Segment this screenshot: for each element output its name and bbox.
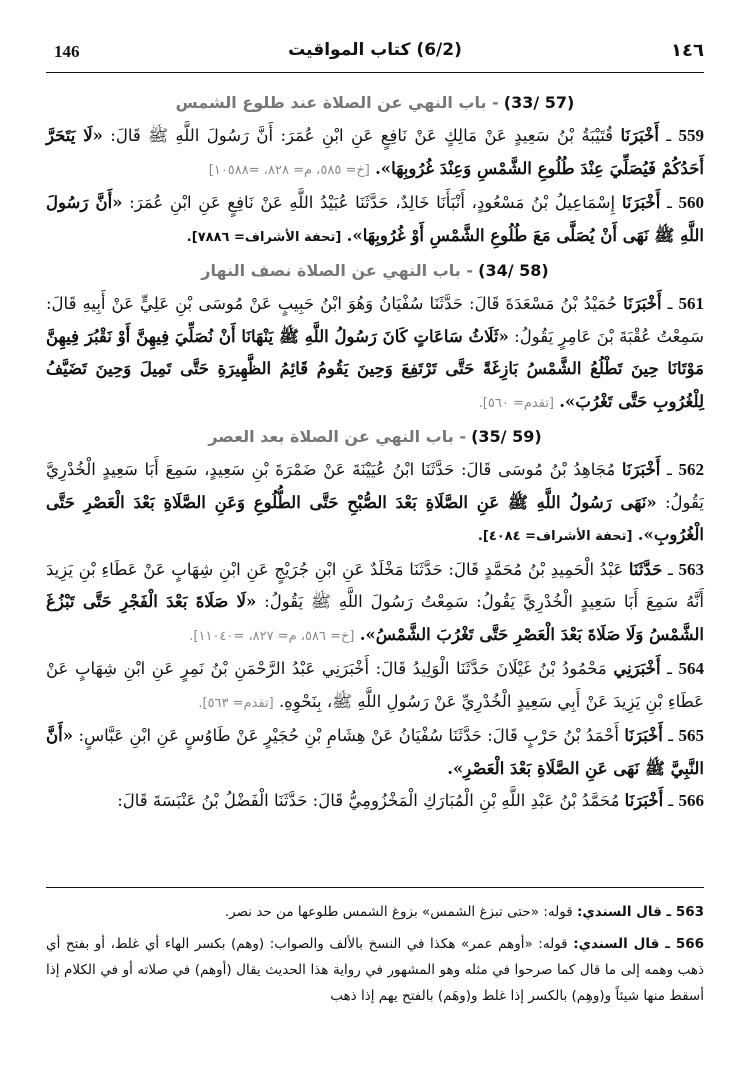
hadith-reference: [تحفة الأشراف= ٧٨٨٦]. [186, 229, 342, 245]
footnote-text: قوله: «حتى تبزغ الشمس» بزوغ الشمس طلوعها من حد نصر. [224, 904, 573, 920]
footnote-head: 566 ـ قال السندي: [573, 936, 704, 952]
page-number-latin: 146 [54, 42, 80, 61]
footnotes [46, 899, 704, 1015]
hadith: 566 ـ أَخْبَرَنَا مُحَمَّدُ بْنُ عَبْدِ اللَّهِ بْنِ الْمُبَارَكِ الْمَخْزُومِيُّ قَالَ: حَدَّثَنَا الْفَضْلُ بْنُ عَنْبَسَةَ قَالَ: [117, 791, 704, 810]
chapter-heading [46, 420, 704, 454]
hadith-number: 564 [678, 659, 704, 678]
hadith-opening: أَخْبَرَنِي [613, 659, 661, 678]
chapter-number: (58 /34) [478, 261, 549, 280]
hadith-opening: أَخْبَرَنَا [624, 726, 663, 745]
hadith-opening: أَخْبَرَنَا [624, 791, 664, 810]
hadith-matn: «لَا صَلَاةَ بَعْدَ الْفَجْرِ حَتَّى تَبْزُغَ الشَّمْسُ وَلَا صَلَاةَ بَعْدَ الْعَصْرِ حَتَّى تَغْرُبَ الشَّمْسُ». [46, 592, 704, 644]
hadith-chain: أَحْمَدُ بْنُ حَرْبٍ قَالَ: حَدَّثَنَا سُفْيَانُ عَنْ هِشَامِ بْنِ حُجَيْرٍ عَنْ طَاوُسٍ عَنِ ابْنِ عَبَّاسٍ: [78, 726, 619, 745]
hadith-opening: أَخْبَرَنَا [621, 193, 661, 212]
hadith-chain: مُجَاهِدُ بْنُ مُوسَى قَالَ: حَدَّثَنَا ابْنُ عُيَيْنَةَ عَنْ ضَمْرَةَ بْنِ سَعِيدٍ، سَمِعَ أَبَا سَعِيدٍ الْخُدْرِيَّ يَقُولُ: [46, 460, 704, 512]
hadith-opening: أَخْبَرَنَا [620, 126, 659, 145]
hadith-chain: مُحَمَّدُ بْنُ عَبْدِ اللَّهِ بْنِ الْمُبَارَكِ الْمَخْزُومِيُّ قَالَ: حَدَّثَنَا الْفَضْلُ بْنُ عَنْبَسَةَ قَالَ: [117, 791, 620, 810]
hadith-number: 559 [678, 126, 705, 145]
hadith-opening: أَخْبَرَنَا [621, 460, 661, 479]
footnote [46, 899, 704, 925]
footnote-text: قوله: «أوهم عمر» هكذا في النسخ بالألف والصواب: (وهم) بكسر الهاء أي غلط، أو بفتح أي ذهب وهمه إلى ما قال كما صرحوا في مثله وهو المشهور في رواية هذا الحديث يقال (أوهم) في صلاته أو في الكلام إذا أسقط منها شيئاً و(وهِم) بالكسر إذا غلط و(وهَم) بالفتح يهم إذا ذهب [46, 936, 704, 1004]
hadith-chain: مَحْمُودُ بْنُ غَيْلَانَ حَدَّثَنَا الْوَلِيدُ قَالَ: أَخْبَرَنِي عَبْدُ الرَّحْمَنِ بْنُ نَمِرٍ عَنِ ابْنِ شِهَابٍ عَنْ عَطَاءِ بْنِ يَزِيدَ عَنْ أَبِي سَعِيدٍ الْخُدْرِيِّ عَنْ رَسُولِ اللَّهِ ﷺ، بِنَحْوِهِ. [46, 659, 704, 711]
hadith-matn: «لَا يَتَحَرَّ أَحَدُكُمْ فَيُصَلِّيَ عِنْدَ طُلُوعِ الشَّمْسِ وَعِنْدَ غُرُوبِهَا». [46, 126, 704, 178]
chapter-number: (59 /35) [471, 427, 542, 446]
hadith-number: 565 [678, 726, 705, 745]
page-header [46, 38, 704, 68]
hadith-chain: إِسْمَاعِيلُ بْنُ مَسْعُودٍ، أَنْبَأَنَا خَالِدٌ، حَدَّثَنَا عُبَيْدُ اللَّهِ عَنْ نَافِعٍ عَنِ ابْنِ عُمَرَ: [129, 193, 616, 212]
hadith-chain: عَبْدُ الْحَمِيدِ بْنُ مُحَمَّدٍ قَالَ: حَدَّثَنَا مَخْلَدٌ عَنِ ابْنِ جُرَيْجٍ عَنِ ابْنِ شِهَابٍ عَنْ عَطَاءِ بْنِ يَزِيدَ أَنَّهُ سَمِعَ أَبَا سَعِيدٍ الْخُدْرِيَّ يَقُولُ: سَمِعْتُ رَسُولَ اللَّهِ ﷺ يَقُولُ: [46, 559, 704, 611]
hadith-reference: [خ= ٥٨٦، م= ٨٢٧، =١١٠٤٠]. [189, 628, 355, 644]
hadith-number: 563 [678, 559, 704, 579]
footnote-head: 563 ـ قال السندي: [576, 904, 704, 920]
hadith: 562 ـ أَخْبَرَنَا مُجَاهِدُ بْنُ مُوسَى قَالَ: حَدَّثَنَا ابْنُ عُيَيْنَةَ عَنْ ضَمْرَةَ بْنِ سَعِيدٍ، سَمِعَ أَبَا سَعِيدٍ الْخُدْرِيَّ يَقُولُ: «نَهَى رَسُولُ اللَّهِ ﷺ عَنِ الصَّلَاةِ بَعْدَ الصُّبْحِ حَتَّى الطُّلُوعِ وَعَنِ الصَّلَاةِ بَعْدَ الْعَصْرِ حَتَّى الْغُرُوبِ». [تحفة الأشراف= ٤٠٨٤]. [46, 460, 705, 544]
page-title: (6/2) كتاب المواقيت [288, 40, 462, 60]
chapter-heading [46, 86, 704, 120]
chapter-title: - باب النهي عن الصلاة نصف النهار [201, 261, 474, 280]
hadith-number: 562 [678, 460, 705, 479]
page-number-arabic: ١٤٦ [671, 40, 704, 61]
hadith-reference: [خ= ٥٨٥، م= ٨٢٨، =١٠٥٨٨] [208, 162, 370, 178]
hadith: 565 ـ أَخْبَرَنَا أَحْمَدُ بْنُ حَرْبٍ قَالَ: حَدَّثَنَا سُفْيَانُ عَنْ هِشَامِ بْنِ حُجَيْرٍ عَنْ طَاوُسٍ عَنِ ابْنِ عَبَّاسٍ: «أَنَّ النَّبِيَّ ﷺ نَهَى عَنِ الصَّلَاةِ بَعْدَ الْعَصْرِ». [46, 726, 705, 778]
chapter-number: (57 /33) [503, 93, 575, 112]
hadith-chain: قُتَيْبَةُ بْنُ سَعِيدٍ عَنْ مَالِكٍ عَنْ نَافِعٍ عَنِ ابْنِ عُمَرَ: أَنَّ رَسُولَ اللَّهِ ﷺ قَالَ: [110, 126, 614, 145]
main-text [46, 86, 704, 818]
hadith-reference: [تقدم= ٥٦٠]. [478, 395, 555, 411]
chapter-heading [46, 254, 704, 288]
hadith: 559 ـ أَخْبَرَنَا قُتَيْبَةُ بْنُ سَعِيدٍ عَنْ مَالِكٍ عَنْ نَافِعٍ عَنِ ابْنِ عُمَرَ: أَنَّ رَسُولَ اللَّهِ ﷺ قَالَ: «لَا يَتَحَرَّ أَحَدُكُمْ فَيُصَلِّيَ عِنْدَ طُلُوعِ الشَّمْسِ وَعِنْدَ غُرُوبِهَا». [خ= ٥٨٥، م= ٨٢٨، =١٠٥٨٨] [46, 126, 705, 178]
hadith-opening: أَخْبَرَنَا [623, 294, 662, 313]
footnote-rule [46, 887, 704, 888]
hadith: 563 ـ حَدَّثَنَا عَبْدُ الْحَمِيدِ بْنُ مُحَمَّدٍ قَالَ: حَدَّثَنَا مَخْلَدٌ عَنِ ابْنِ جُرَيْجٍ عَنِ ابْنِ شِهَابٍ عَنْ عَطَاءِ بْنِ يَزِيدَ أَنَّهُ سَمِعَ أَبَا سَعِيدٍ الْخُدْرِيَّ يَقُولُ: سَمِعْتُ رَسُولَ اللَّهِ ﷺ يَقُولُ: «لَا صَلَاةَ بَعْدَ الْفَجْرِ حَتَّى تَبْزُغَ الشَّمْسُ وَلَا صَلَاةَ بَعْدَ الْعَصْرِ حَتَّى تَغْرُبَ الشَّمْسُ». [خ= ٥٨٦، م= ٨٢٧، =١١٠٤٠]. [46, 559, 704, 644]
hadith-opening: حَدَّثَنَا [628, 559, 663, 579]
chapter-title: - باب النهي عن الصلاة عند طلوع الشمس [175, 93, 499, 112]
hadith-matn: «أَنَّ رَسُولَ اللَّهِ ﷺ نَهَى أَنْ يُصَلَّى مَعَ طُلُوعِ الشَّمْسِ أَوْ غُرُوبِهَا». [46, 193, 704, 245]
chapter-title: - باب النهي عن الصلاة بعد العصر [208, 427, 466, 446]
hadith-number: 560 [678, 193, 704, 212]
hadith-reference: [تقدم= ٥٦٣]. [198, 695, 274, 711]
hadith: 561 ـ أَخْبَرَنَا حُمَيْدُ بْنُ مَسْعَدَةَ قَالَ: حَدَّثَنَا سُفْيَانُ وَهُوَ ابْنُ حَبِيبٍ عَنْ مُوسَى بْنِ عَلِيٍّ عَنْ أَبِيهِ قَالَ: سَمِعْتُ عُقْبَةَ بْنَ عَامِرٍ يَقُولُ: «ثَلَاثُ سَاعَاتٍ كَانَ رَسُولُ اللَّهِ ﷺ يَنْهَانَا أَنْ نُصَلِّيَ فِيهِنَّ أَوْ نَقْبُرَ فِيهِنَّ مَوْتَانَا حِينَ تَطْلُعُ الشَّمْسُ بَازِغَةً حَتَّى تَرْتَفِعَ وَحِينَ يَقُومُ قَائِمُ الظَّهِيرَةِ حَتَّى تَمِيلَ وَحِينَ تَضَيَّفُ لِلْغُرُوبِ حَتَّى تَغْرُبَ». [تقدم= ٥٦٠]. [46, 294, 705, 411]
footnote [46, 931, 704, 1009]
hadith-number: 561 [678, 294, 705, 313]
hadith: 564 ـ أَخْبَرَنِي مَحْمُودُ بْنُ غَيْلَانَ حَدَّثَنَا الْوَلِيدُ قَالَ: أَخْبَرَنِي عَبْدُ الرَّحْمَنِ بْنُ نَمِرٍ عَنِ ابْنِ شِهَابٍ عَنْ عَطَاءِ بْنِ يَزِيدَ عَنْ أَبِي سَعِيدٍ الْخُدْرِيِّ عَنْ رَسُولِ اللَّهِ ﷺ، بِنَحْوِهِ. [تقدم= ٥٦٣]. [46, 659, 704, 711]
hadith-matn: «نَهَى رَسُولُ اللَّهِ ﷺ عَنِ الصَّلَاةِ بَعْدَ الصُّبْحِ حَتَّى الطُّلُوعِ وَعَنِ الصَّلَاةِ بَعْدَ الْعَصْرِ حَتَّى الْغُرُوبِ». [46, 492, 704, 544]
hadith: 560 ـ أَخْبَرَنَا إِسْمَاعِيلُ بْنُ مَسْعُودٍ، أَنْبَأَنَا خَالِدٌ، حَدَّثَنَا عُبَيْدُ اللَّهِ عَنْ نَافِعٍ عَنِ ابْنِ عُمَرَ: «أَنَّ رَسُولَ اللَّهِ ﷺ نَهَى أَنْ يُصَلَّى مَعَ طُلُوعِ الشَّمْسِ أَوْ غُرُوبِهَا». [تحفة الأشراف= ٧٨٨٦]. [46, 193, 704, 245]
hadith-chain: حُمَيْدُ بْنُ مَسْعَدَةَ قَالَ: حَدَّثَنَا سُفْيَانُ وَهُوَ ابْنُ حَبِيبٍ عَنْ مُوسَى بْنِ عَلِيٍّ عَنْ أَبِيهِ قَالَ: سَمِعْتُ عُقْبَةَ بْنَ عَامِرٍ يَقُولُ: [46, 294, 704, 346]
hadith-reference: [تحفة الأشراف= ٤٠٨٤]. [477, 529, 633, 544]
hadith-number: 566 [678, 791, 704, 810]
hadith-matn: «ثَلَاثُ سَاعَاتٍ كَانَ رَسُولُ اللَّهِ ﷺ يَنْهَانَا أَنْ نُصَلِّيَ فِيهِنَّ أَوْ نَقْبُرَ فِيهِنَّ مَوْتَانَا حِينَ تَطْلُعُ الشَّمْسُ بَازِغَةً حَتَّى تَرْتَفِعَ وَحِينَ يَقُومُ قَائِمُ الظَّهِيرَةِ حَتَّى تَمِيلَ وَحِينَ تَضَيَّفُ لِلْغُرُوبِ حَتَّى تَغْرُبَ». [46, 326, 704, 411]
header-rule [46, 72, 704, 73]
hadith-matn: «أَنَّ النَّبِيَّ ﷺ نَهَى عَنِ الصَّلَاةِ بَعْدَ الْعَصْرِ». [46, 726, 704, 778]
